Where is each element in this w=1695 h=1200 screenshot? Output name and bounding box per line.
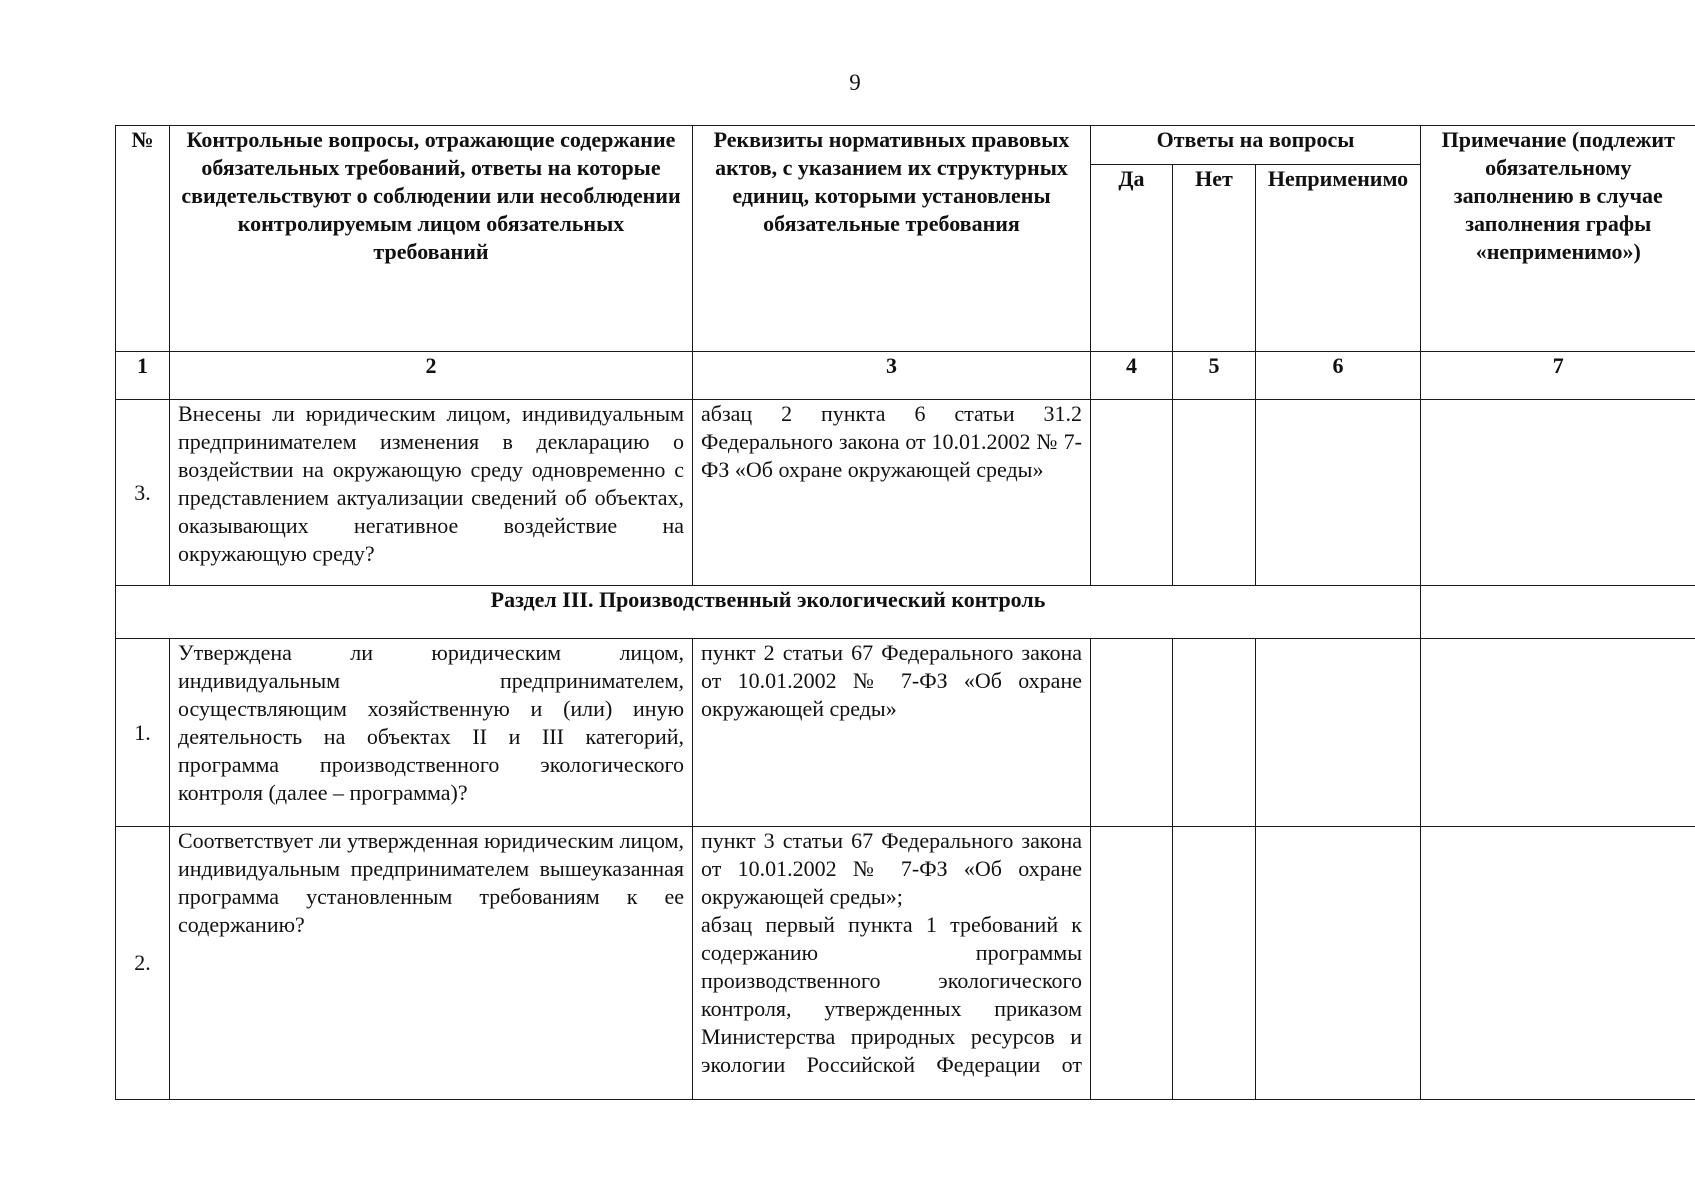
header-note: Примечание (подлежит обязательному заполнению в случае заполнения графы «неприменимо») (1421, 126, 1695, 352)
note-cell[interactable] (1421, 400, 1695, 586)
checklist-table (115, 125, 1695, 1100)
row-number: 2. (116, 827, 170, 1100)
answer-yes-cell[interactable] (1091, 400, 1173, 586)
answer-not-applicable-cell[interactable] (1256, 400, 1421, 586)
column-number: 1 (116, 352, 170, 400)
column-number-row (116, 352, 1695, 400)
column-number: 7 (1421, 352, 1695, 400)
requisites-text-continued: абзац первый пункта 1 требований к содержанию программы производственного экологического контроля, утвержденных приказом Министерства природных ресурсов и экологии Российской Федерации от (701, 912, 1082, 1077)
row-number: 3. (116, 400, 170, 586)
header-yes: Да (1091, 165, 1173, 352)
requisites-cell: пункт 2 статьи 67 Федерального закона от 10.01.2002 № 7-ФЗ «Об охране окружающей среды» (693, 639, 1091, 827)
table-row (116, 639, 1695, 827)
column-number: 3 (693, 352, 1091, 400)
column-number: 6 (1256, 352, 1421, 400)
header-answers: Ответы на вопросы (1091, 126, 1421, 165)
column-number: 5 (1173, 352, 1256, 400)
answer-not-applicable-cell[interactable] (1256, 827, 1421, 1100)
note-cell[interactable] (1421, 827, 1695, 1100)
column-number: 2 (170, 352, 693, 400)
header-no: Нет (1173, 165, 1256, 352)
answer-yes-cell[interactable] (1091, 827, 1173, 1100)
header-questions: Контрольные вопросы, отражающие содержание обязательных требований, ответы на которые свидетельствуют о соблюдении или несоблюдении контролируемым лицом обязательных требований (170, 126, 693, 352)
header-row (116, 126, 1695, 165)
table-row (116, 400, 1695, 586)
requisites-cell: абзац 2 пункта 6 статьи 31.2 Федерального закона от 10.01.2002 № 7-ФЗ «Об охране окружающей среды» (693, 400, 1091, 586)
question-cell: Внесены ли юридическим лицом, индивидуальным предпринимателем изменения в декларацию о воздействии на окружающую среду одновременно с представлением актуализации сведений об объектах, оказывающих негативное воздействие на окружающую среду? (170, 400, 693, 586)
answer-no-cell[interactable] (1173, 639, 1256, 827)
section-note-cell (1421, 586, 1695, 639)
section-title: Раздел III. Производственный экологический контроль (116, 586, 1421, 639)
answer-not-applicable-cell[interactable] (1256, 639, 1421, 827)
header-requisites: Реквизиты нормативных правовых актов, с указанием их структурных единиц, которыми установлены обязательные требования (693, 126, 1091, 352)
question-cell: Утверждена ли юридическим лицом, индивидуальным предпринимателем, осуществляющим хозяйственную и (или) иную деятельность на объектах II и III категорий, программа производственного экологического контроля (далее – программа)? (170, 639, 693, 827)
requisites-cell (693, 827, 1091, 1100)
column-number: 4 (1091, 352, 1173, 400)
header-not-applicable: Неприменимо (1256, 165, 1421, 352)
answer-no-cell[interactable] (1173, 827, 1256, 1100)
table-row (116, 827, 1695, 1100)
header-number: № (116, 126, 170, 352)
page-number: 9 (849, 70, 861, 95)
question-cell: Соответствует ли утвержденная юридическим лицом, индивидуальным предпринимателем вышеуказанная программа установленным требованиям к ее содержанию? (170, 827, 693, 1100)
answer-yes-cell[interactable] (1091, 639, 1173, 827)
requisites-text: пункт 3 статьи 67 Федерального закона от 10.01.2002 № 7-ФЗ «Об охране окружающей среды»; (701, 828, 1082, 909)
section-heading-row (116, 586, 1695, 639)
note-cell[interactable] (1421, 639, 1695, 827)
answer-no-cell[interactable] (1173, 400, 1256, 586)
row-number: 1. (116, 639, 170, 827)
